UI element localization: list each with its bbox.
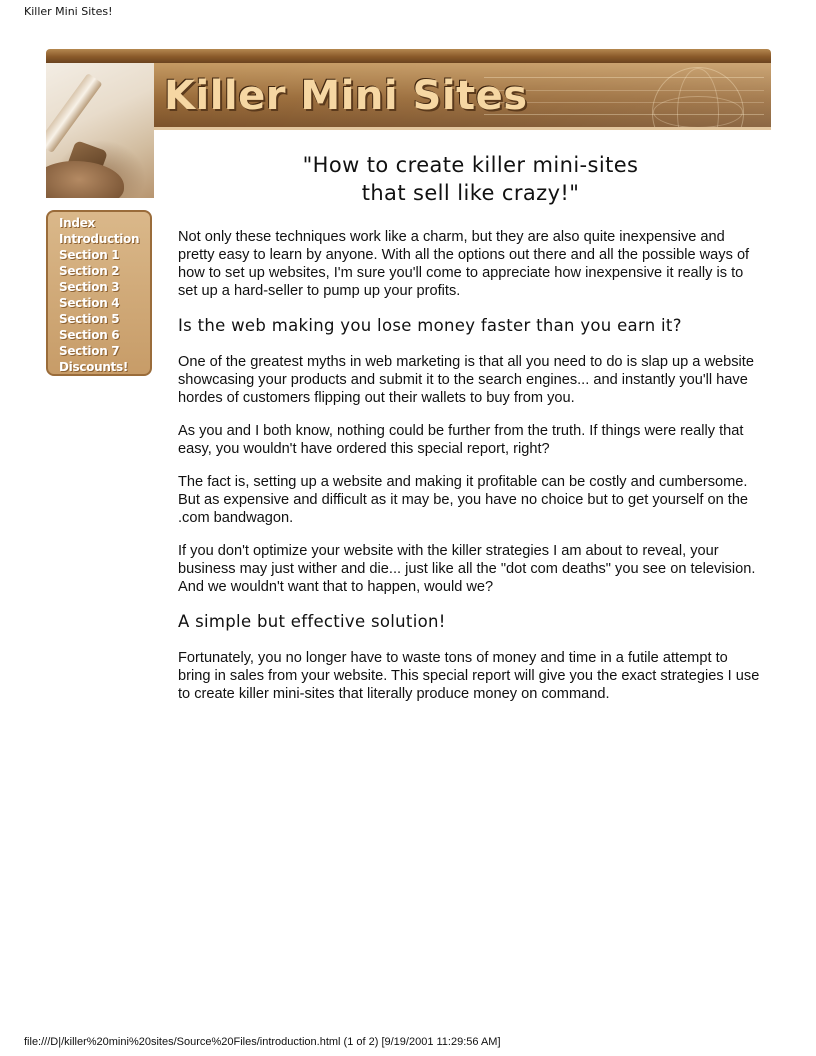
section-heading-solution: A simple but effective solution! [178, 612, 446, 631]
headline-line-1: "How to create killer mini-sites [302, 153, 639, 177]
nav-item-section-4[interactable]: Section 4 [59, 296, 120, 310]
nav-item-index[interactable]: Index [59, 216, 95, 230]
article-headline [178, 151, 763, 207]
paragraph-truth: As you and I both know, nothing could be further from the truth. If things were really that easy, you wouldn't have ordered this special report, right? [178, 423, 744, 457]
section-heading-lose-money: Is the web making you lose money faster than you earn it? [178, 316, 682, 335]
sidebar-nav [46, 210, 152, 376]
article-content [178, 151, 763, 718]
knife-blade-shape [46, 73, 103, 153]
banner-top-bar [46, 49, 771, 63]
paragraph-optimize: If you don't optimize your website with the killer strategies I am about to reveal, your business may just wither and die... just like all the "dot com deaths" you see on television. And we wouldn't want that to happen, would we? [178, 543, 756, 595]
paragraph-fortunately: Fortunately, you no longer have to waste tons of money and time in a futile attempt to bring in sales from your website. This special report will give you the exact strategies I use to create killer mini-sites that literally produce money on command. [178, 650, 760, 702]
paragraph-costly: The fact is, setting up a website and making it profitable can be costly and cumbersome. But as expensive and difficult as it may be, you have no choice but to get yourself on the .com bandwagon. [178, 474, 749, 526]
site-banner [154, 63, 771, 130]
nav-item-section-7[interactable]: Section 7 [59, 344, 120, 358]
banner-photo [46, 63, 154, 198]
intro-paragraph: Not only these techniques work like a charm, but they are also quite inexpensive and pretty easy to learn by anyone. With all the options out there and all the possible ways of how to set up websites, I'm sure you'll come to appreciate how inexpensive it really is to set up a hard-seller to pump up your profits. [178, 229, 750, 299]
print-footer-url: file:///D|/killer%20mini%20sites/Source%20Files/introduction.html (1 of 2) [9/19/2001 11:29:56 AM] [24, 1036, 501, 1048]
hand-shape [46, 161, 124, 198]
paragraph-myths: One of the greatest myths in web marketing is that all you need to do is slap up a website showcasing your products and submit it to the search engines... and instantly you'll have hordes of customers flipping out their wallets to buy from you. [178, 354, 754, 406]
nav-item-introduction[interactable]: Introduction [59, 232, 140, 246]
site-logo-title: Killer Mini Sites [164, 73, 528, 119]
print-header-title: Killer Mini Sites! [24, 5, 113, 18]
nav-item-section-5[interactable]: Section 5 [59, 312, 120, 326]
headline-line-2: that sell like crazy!" [361, 181, 580, 205]
nav-item-section-3[interactable]: Section 3 [59, 280, 120, 294]
nav-item-discounts[interactable]: Discounts! [59, 360, 129, 374]
nav-item-section-6[interactable]: Section 6 [59, 328, 120, 342]
nav-item-section-1[interactable]: Section 1 [59, 248, 120, 262]
nav-item-section-2[interactable]: Section 2 [59, 264, 120, 278]
